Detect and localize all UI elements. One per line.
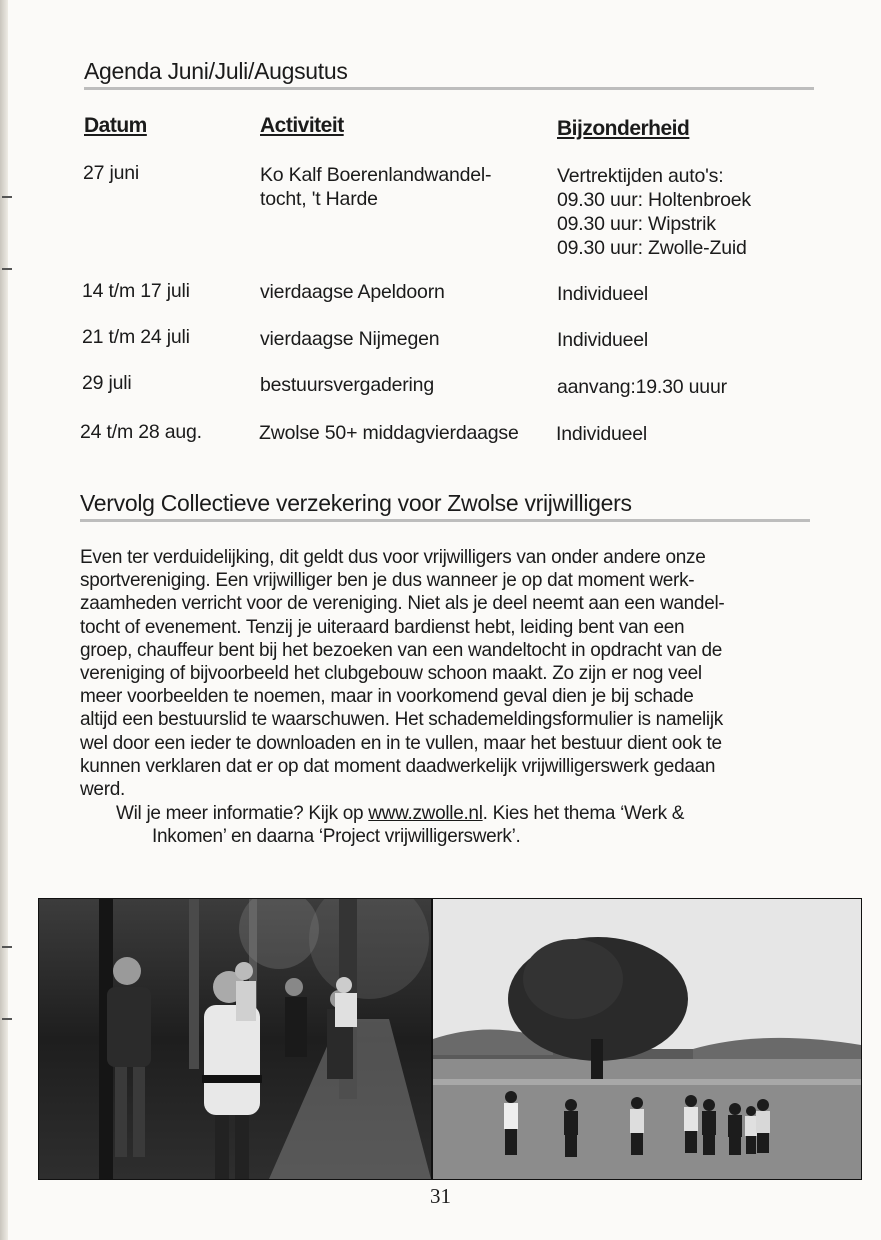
row-date: 29 juli [82,372,132,394]
row-details: Individueel [557,283,649,305]
row-details: aanvang:19.30 uuur [557,376,727,398]
row-date: 24 t/m 28 aug. [80,421,202,443]
article-line: wel door een ieder te downloaden en in te vullen, maar het bestuur dient ook te [80,732,722,754]
row-activity: vierdaagse Apeldoorn [260,281,445,303]
row-date: 27 juni [83,162,140,184]
row-activity-line: Ko Kalf Boerenlandwandel- [260,164,492,186]
article-line: werd. [80,779,125,801]
field-photo-illustration [433,899,861,1179]
row-date: 14 t/m 17 juli [82,280,190,302]
row-details: Individueel [556,423,648,445]
row-activity: vierdaagse Nijmegen [260,328,440,350]
header-activity: Activiteit [260,114,344,137]
row-details-line: 09.30 uur: Wipstrik [557,213,716,235]
article-line: kunnen verklaren dat er op dat moment daadwerkelijk vrijwilligerswerk gedaan [80,755,716,777]
agenda-title: Agenda Juni/Juli/Augsutus [84,58,814,90]
header-date: Datum [84,114,147,137]
binding-mark [2,196,12,198]
zwolle-link[interactable]: www.zwolle.nl [368,803,483,824]
row-activity: Zwolse 50+ middagvierdaagse [259,422,519,444]
article-line: vereniging of bijvoorbeeld het clubgebouw schoon maakt. Zo zijn er nog veel [80,663,702,685]
binding-mark [2,946,12,948]
row-details: Individueel [557,329,649,351]
photo-forest-walkers [38,898,432,1180]
article-line: zaamheden verricht voor de vereniging. Niet als je deel neemt aan een wandel- [80,593,725,615]
article-body [80,546,810,801]
row-details-line: 09.30 uur: Holtenbroek [557,189,751,211]
article-line: sportvereniging. Een vrijwilliger ben je dus wanneer je op dat moment werk- [80,570,695,592]
header-details: Bijzonderheid [557,117,690,140]
row-date: 21 t/m 24 juli [82,326,190,348]
page-binding-edge [0,0,8,1240]
article-line: meer voorbeelden te noemen, maar in voorkomend geval dien je bij schade [80,686,694,708]
more-info-paragraph [116,802,796,848]
row-activity: bestuursvergadering [260,374,434,396]
row-details-line: Vertrektijden auto's: [557,165,724,187]
row-activity-line: tocht, 't Harde [260,188,378,210]
binding-mark [2,1018,12,1020]
info-text-after: . Kies het thema ‘Werk & [482,803,685,824]
page-number: 31 [430,1184,451,1208]
row-details-line: 09.30 uur: Zwolle-Zuid [557,237,747,259]
forest-photo-illustration [39,899,431,1179]
article-line: tocht of evenement. Tenzij je uiteraard bardienst hebt, leiding bent van een [80,616,685,638]
article-line: Even ter verduidelijking, dit geldt dus voor vrijwilligers van onder andere onze [80,547,706,568]
photo-field-walkers [432,898,862,1180]
row-details [557,164,751,260]
row-activity [260,163,491,211]
binding-mark [2,268,12,270]
info-text-before: Wil je meer informatie? Kijk op [116,803,369,824]
article-line: altijd een bestuurslid te waarschuwen. Het schademeldingsformulier is namelijk [80,709,723,731]
article-line: groep, chauffeur bent bij het bezoeken van een wandeltocht in opdracht van de [80,639,723,661]
article-title: Vervolg Collectieve verzekering voor Zwolse vrijwilligers [80,490,810,522]
info-text-line2: Inkomen’ en daarna ‘Project vrijwilligerswerk’. [152,826,521,848]
